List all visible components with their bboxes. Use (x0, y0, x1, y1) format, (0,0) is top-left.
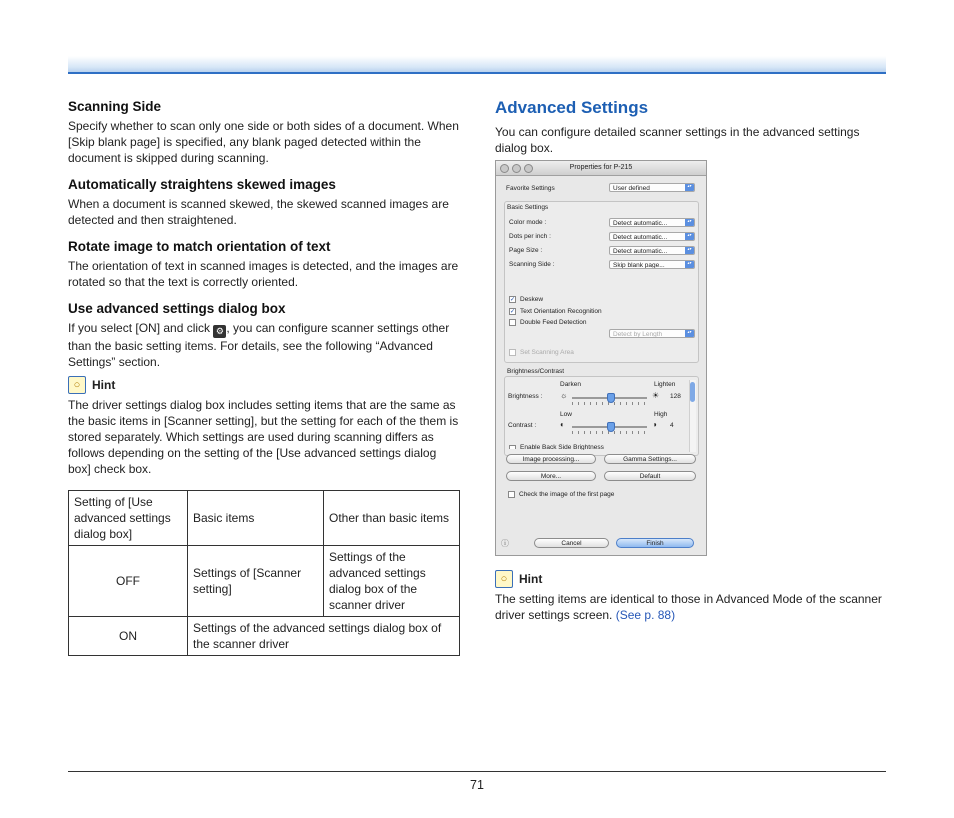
right-column (495, 98, 886, 156)
back-brightness-checkbox[interactable] (509, 445, 516, 449)
contrast-low-icon: ◐ (560, 420, 565, 429)
contrast-label: Contrast : (508, 422, 537, 429)
lighten-label: Lighten (654, 381, 676, 388)
checkbox-label: Set Scanning Area (520, 349, 574, 356)
table-cell: Setting of [Use advanced settings dialog box] (69, 491, 188, 546)
left-column (68, 98, 460, 477)
minimize-window-button[interactable] (512, 164, 521, 173)
contrast-slider-thumb[interactable] (607, 422, 615, 432)
double-feed-select[interactable]: Detect by Length ▴▾ (609, 329, 695, 338)
section-body: Specify whether to scan only one side or both sides of a document. When [Skip blank page] is specified, any blank paged detected within the document is skipped during scanning. (68, 119, 459, 165)
group-label: Basic Settings (507, 204, 549, 211)
table-cell: OFF (69, 546, 188, 617)
deskew-checkbox[interactable]: ✓ (510, 297, 516, 303)
gamma-settings-button[interactable]: Gamma Settings... (604, 454, 696, 464)
section-heading: Scanning Side (68, 99, 162, 114)
back-brightness-clip (520, 444, 685, 450)
section-skew (68, 176, 460, 228)
section-body: When a document is scanned skewed, the skewed scanned images are detected and then straightened. (68, 197, 449, 227)
section-title: Advanced Settings (495, 98, 649, 117)
section-scanning-side (68, 98, 460, 166)
section-heading: Automatically straightens skewed images (68, 177, 336, 192)
group-label: Brightness/Contrast (507, 368, 565, 375)
help-icon[interactable]: ⓘ (501, 539, 509, 548)
settings-icon: ⚙ (213, 325, 226, 338)
table-cell: Settings of [Scanner setting] (188, 546, 324, 617)
brightness-value: 128 (670, 393, 681, 400)
scrollbar-thumb[interactable] (690, 382, 695, 402)
text-orientation-checkbox[interactable]: ✓ (510, 309, 516, 315)
section-body (68, 320, 460, 370)
properties-dialog (495, 160, 707, 556)
window-controls (500, 164, 533, 173)
checkbox-label: Deskew (520, 296, 544, 303)
page-number: 71 (470, 778, 484, 792)
dpi-select[interactable]: Detect automatic... ▴▾ (609, 232, 695, 241)
table-cell: Basic items (188, 491, 324, 546)
lightbulb-icon: ○ (495, 570, 513, 588)
scanning-side-select[interactable]: Skip blank page... ▴▾ (609, 260, 695, 269)
hint-header (68, 376, 460, 394)
row-label: Scanning Side : (509, 261, 555, 268)
cancel-button[interactable]: Cancel (534, 538, 609, 548)
sun-bright-icon: ☀ (652, 391, 660, 400)
row-label: Page Size : (509, 247, 543, 254)
table-row (69, 546, 460, 617)
dialog-title-bar (496, 161, 706, 176)
page-size-select[interactable]: Detect automatic... ▴▾ (609, 246, 695, 255)
sun-dim-icon: ☼ (560, 391, 568, 400)
section-body: The orientation of text in scanned images is detected, and the images are rotated so that the text is correctly oriented. (68, 259, 459, 289)
dialog-title: Properties for P-215 (569, 164, 633, 171)
more-button[interactable]: More... (506, 471, 596, 481)
section-heading: Use advanced settings dialog box (68, 301, 286, 316)
zoom-window-button[interactable] (524, 164, 533, 173)
body-part: , you can configure scanner settings other than the basic setting items. For details, see the following “Advanced Settings” section. (68, 321, 450, 369)
table-cell: Settings of the advanced settings dialog box of the scanner driver (188, 617, 460, 656)
close-window-button[interactable] (500, 164, 509, 173)
checkbox-label: Enable Back Side Brightness (520, 444, 604, 450)
table-row (69, 491, 460, 546)
brightness-slider-thumb[interactable] (607, 393, 615, 403)
table-cell: Settings of the advanced settings dialog box of the scanner driver (324, 546, 460, 617)
see-page-link[interactable]: (See p. 88) (615, 608, 676, 622)
default-button[interactable]: Default (604, 471, 696, 481)
header-bar (68, 56, 886, 74)
hint-label: Hint (92, 378, 116, 392)
settings-table (68, 490, 460, 656)
checkbox-label: Double Feed Detection (520, 319, 587, 326)
body-part: If you select [ON] and click (68, 321, 214, 335)
hint-body: The driver settings dialog box includes setting items that are the same as the basic items in [Scanner setting], but the setting for each of the them is stored separately. Which settings are used during scanning differs as follows depending on the setting of the [Use advanced settings dialog box] check box. (68, 398, 459, 476)
section-heading: Rotate image to match orientation of text (68, 239, 331, 254)
checkbox-label: Text Orientation Recognition (520, 308, 602, 315)
table-row (69, 617, 460, 656)
row-label: Color mode : (509, 219, 547, 226)
darken-label: Darken (560, 381, 581, 388)
hint-text: The setting items are identical to those in Advanced Mode of the scanner driver settings screen. (495, 592, 882, 622)
image-processing-button[interactable]: Image processing... (506, 454, 596, 464)
high-label: High (654, 411, 668, 418)
table-cell: ON (69, 617, 188, 656)
intro-text: You can configure detailed scanner settings in the advanced settings dialog box. (495, 125, 860, 155)
color-mode-select[interactable]: Detect automatic... ▴▾ (609, 218, 695, 227)
low-label: Low (560, 411, 572, 418)
section-advanced-dialog (68, 300, 460, 370)
hint-label: Hint (519, 572, 543, 586)
check-first-page-checkbox[interactable] (508, 491, 515, 498)
double-feed-checkbox[interactable] (509, 319, 516, 326)
favorite-select[interactable]: User defined ▴▾ (609, 183, 695, 192)
hint-body (495, 591, 886, 623)
row-label: Dots per inch : (509, 233, 551, 240)
section-rotate (68, 238, 460, 290)
contrast-value: 4 (670, 422, 674, 429)
table-cell: Other than basic items (324, 491, 460, 546)
brightness-label: Brightness : (508, 393, 543, 400)
footer-line (68, 771, 886, 772)
hint-header (495, 570, 886, 588)
lightbulb-icon: ○ (68, 376, 86, 394)
favorite-label: Favorite Settings (506, 185, 555, 192)
right-hint (495, 570, 886, 623)
contrast-high-icon: ◑ (652, 420, 657, 429)
finish-button[interactable]: Finish (616, 538, 694, 548)
checkbox-label: Check the image of the first page (519, 491, 615, 498)
scan-area-checkbox[interactable] (509, 349, 516, 356)
